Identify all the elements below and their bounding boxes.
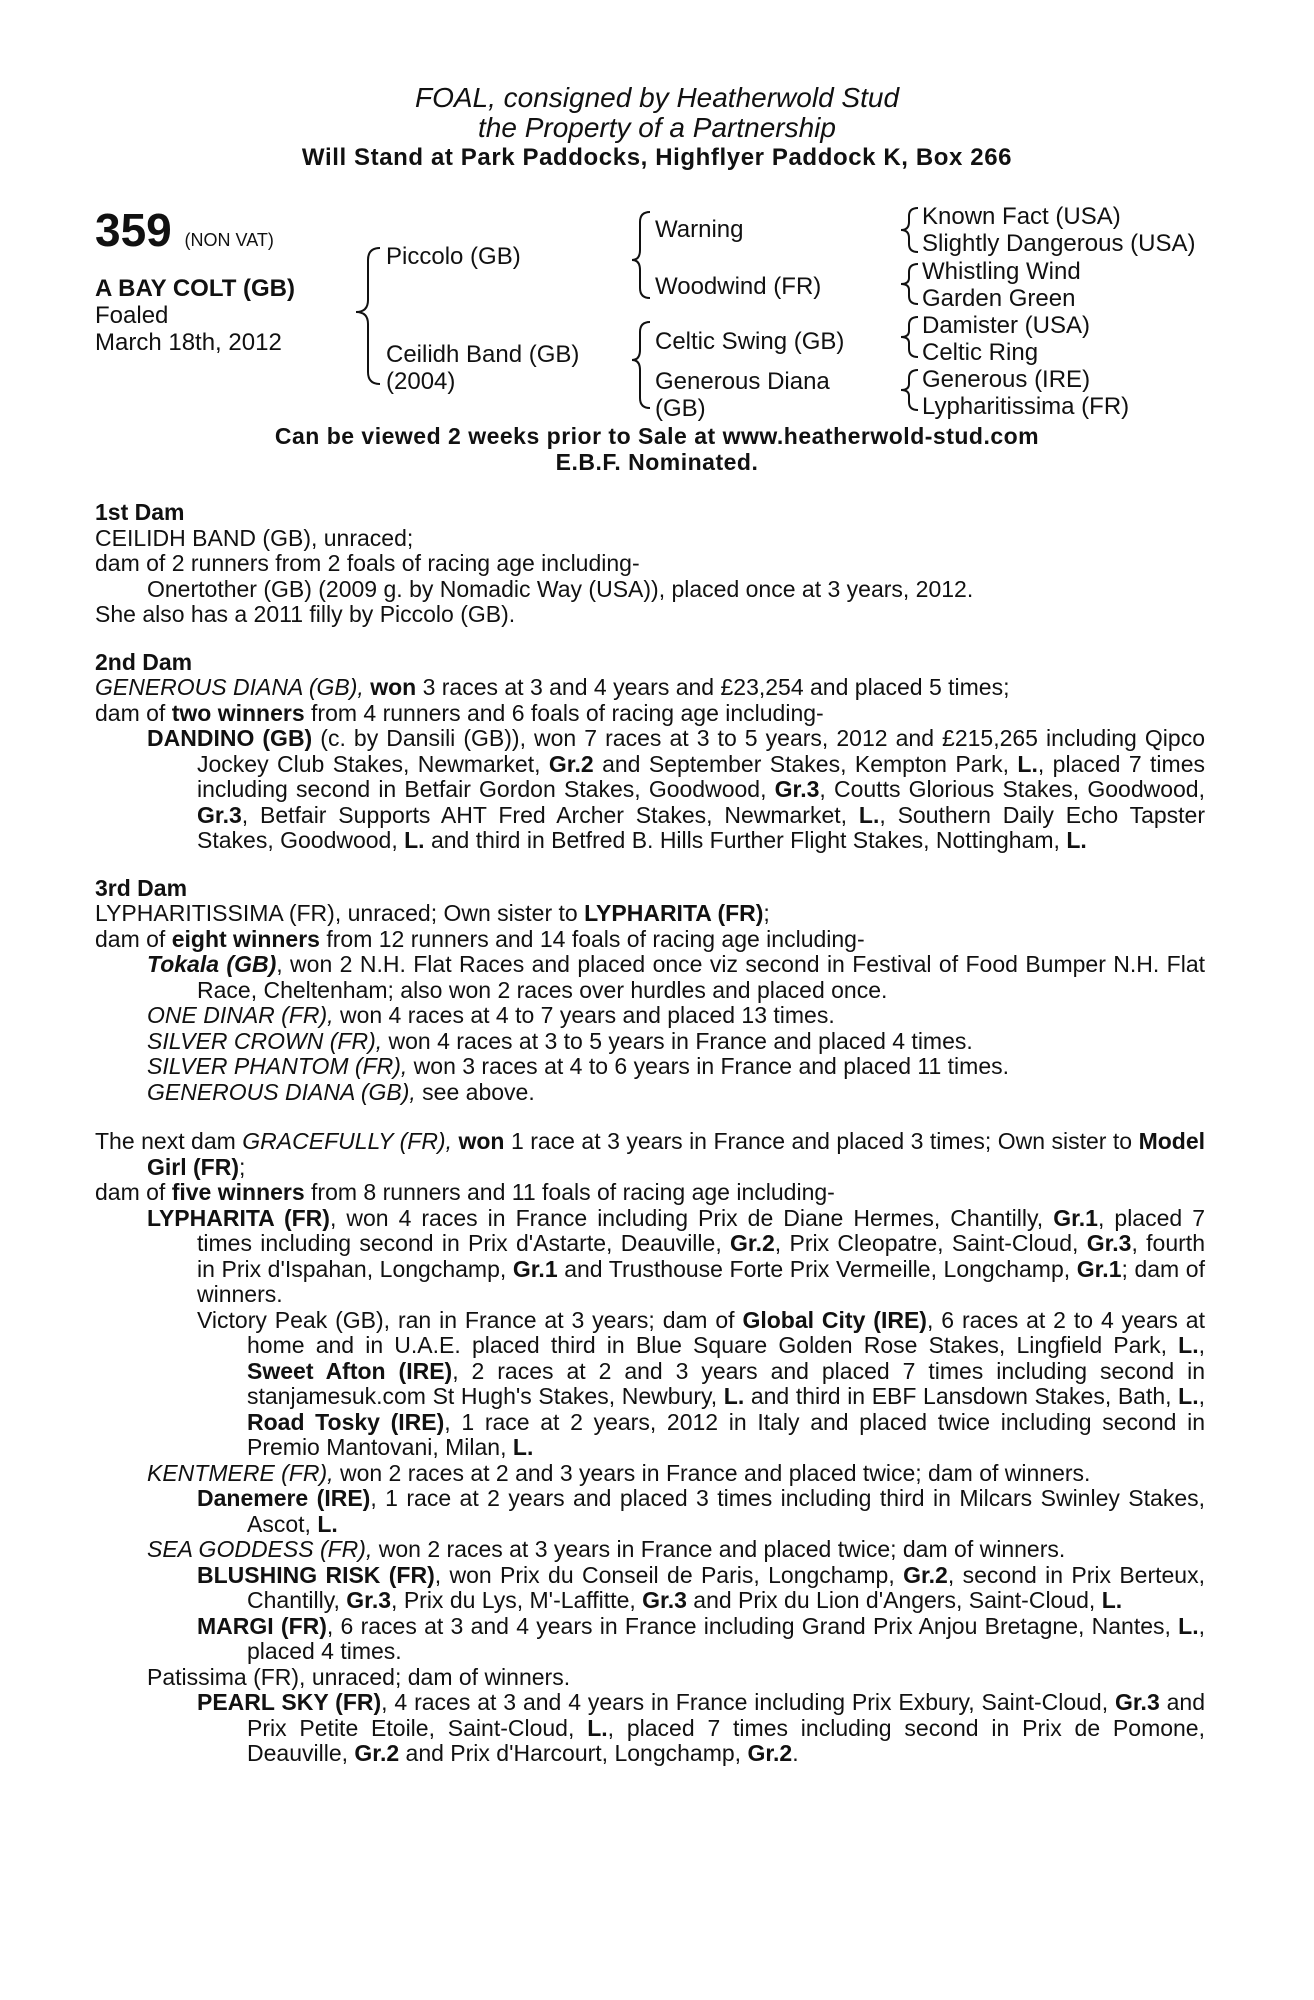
text: from 4 runners and 6 foals of racing age including- (304, 699, 824, 726)
sire-name: Piccolo (GB) (386, 243, 521, 270)
third-dam-line (95, 901, 1205, 927)
tokala-entry (95, 952, 1205, 1003)
text: dam of (95, 699, 172, 726)
grade: Gr.2 (903, 1561, 948, 1588)
text: ; (239, 1153, 246, 1180)
winners-count: two winners (171, 699, 305, 726)
second-dam-heading: 2nd Dam (95, 648, 193, 675)
first-dam-note: She also has a 2011 filly by Piccolo (GB). (95, 601, 516, 627)
listed: L. (1066, 827, 1087, 853)
text: won 2 races at 3 years in France and placed twice; dam of winners. (372, 1536, 1066, 1562)
sire-sire: Warning (655, 216, 744, 243)
ssd-name: Slightly Dangerous (USA) (922, 230, 1196, 257)
won-label: won (370, 674, 417, 700)
grade: Gr.1 (1053, 1204, 1098, 1231)
horse-name: ONE DINAR (FR), (147, 1002, 334, 1028)
text: ; dam of winners. (197, 1255, 1205, 1307)
text: , Prix du Lys, M'-Laffitte, (391, 1587, 643, 1613)
silver-crown-entry (95, 1029, 1205, 1055)
sss-name: Known Fact (USA) (922, 203, 1121, 230)
sire-dam: Woodwind (FR) (655, 273, 822, 300)
dam-name: Ceilidh Band (GB) (386, 341, 580, 368)
ddd-name: Lypharitissima (FR) (922, 393, 1130, 420)
property-line: the Property of a Partnership (478, 112, 836, 143)
second-dam-record: 3 races at 3 and 4 years and £23,254 and placed 5 times; (416, 674, 1010, 700)
text: and third in Betfred B. Hills Further Flight Stakes, Nottingham, (424, 827, 1067, 853)
horse-name: GENEROUS DIANA (GB), (147, 1078, 416, 1105)
listed: L. (858, 801, 880, 828)
listed: L. (317, 1510, 338, 1537)
grade: Gr.3 (642, 1587, 687, 1613)
text: , Coutts Glorious Stakes, Goodwood, (819, 776, 1205, 802)
horse-name: SILVER CROWN (FR), (147, 1027, 383, 1054)
sds-name: Whistling Wind (922, 258, 1081, 285)
dandino-entry (95, 726, 1205, 854)
second-dam-line (95, 675, 1205, 701)
horse-name: PEARL SKY (FR) (197, 1689, 382, 1715)
horse-name: LYPHARITA (FR) (584, 900, 764, 926)
brace-dam (632, 322, 650, 408)
text: (c. by Dansili (GB)), won 7 races at 3 to 5 years, 2012 and £215,265 including Qipco Jockey Club Stakes, Newmarket, (197, 725, 1205, 777)
next-dam-produce-summary (95, 1180, 1205, 1206)
horse-name: LYPHARITA (FR) (147, 1204, 330, 1231)
dds-name: Generous (IRE) (922, 366, 1091, 393)
lot-number-value: 359 (95, 204, 172, 256)
brace-ds (901, 317, 918, 357)
listed: L. (1178, 1383, 1199, 1409)
horse-name: Sweet Afton (IRE) (247, 1357, 453, 1384)
blushing-risk-entry (95, 1563, 1205, 1614)
text: and Prix Petite Etoile, Saint-Cloud, (247, 1689, 1206, 1741)
pearl-sky-entry (95, 1690, 1205, 1767)
text: dam of (95, 1179, 172, 1205)
listed: L. (1017, 750, 1038, 777)
listed: L. (512, 1434, 534, 1460)
text: dam of (95, 925, 172, 952)
won-label: won (458, 1128, 505, 1154)
margi-entry (95, 1614, 1205, 1665)
consignor-line: FOAL, consigned by Heatherwold Stud (414, 82, 900, 113)
first-dam-runner: Onertother (GB) (2009 g. by Nomadic Way (USA)), placed once at 3 years, 2012. (147, 575, 974, 602)
grade: Gr.2 (730, 1230, 775, 1256)
foaled-label: Foaled (95, 302, 169, 329)
horse-name: MARGI (FR) (197, 1612, 327, 1639)
horse-name: GRACEFULLY (FR), (242, 1128, 452, 1154)
dam-year: (2004) (386, 368, 456, 395)
dsd-name: Celtic Ring (922, 339, 1039, 366)
horse-name: Road Tosky (IRE) (247, 1408, 445, 1435)
listed: L. (587, 1714, 608, 1741)
ebf-note: E.B.F. Nominated. (555, 449, 759, 475)
first-dam-produce-summary: dam of 2 runners from 2 foals of racing age including- (95, 550, 640, 576)
listed: L. (1178, 1332, 1199, 1358)
grade: Gr.1 (512, 1255, 558, 1282)
text: , placed 4 times. (247, 1612, 1205, 1664)
text: won 4 races at 3 to 5 years in France and placed 4 times. (382, 1027, 973, 1054)
text: , Betfair Supports AHT Fred Archer Stakes, Newmarket, (241, 801, 859, 828)
silver-phantom-entry (95, 1054, 1205, 1080)
third-dam-produce-summary (95, 927, 1205, 953)
text: , 1 race at 2 years, 2012 in Italy and placed twice including second in Premio Mantovani, Milan, (247, 1408, 1205, 1460)
listed: L. (1178, 1612, 1199, 1639)
text: won 3 races at 4 to 6 years in France and placed 11 times. (407, 1053, 1010, 1079)
horse-name: BLUSHING RISK (FR) (197, 1561, 435, 1588)
text: , Southern Daily Echo Tapster Stakes, Goodwood, (197, 801, 1205, 853)
lypharita-entry (95, 1206, 1205, 1308)
horse-name: SEA GODDESS (FR), (147, 1536, 373, 1562)
grade: Gr.2 (354, 1740, 400, 1766)
second-dam-name: GENEROUS DIANA (GB), (95, 674, 364, 700)
grade: Gr.3 (197, 801, 242, 828)
text: ; (763, 900, 770, 926)
brace-dd (901, 370, 918, 410)
dss-name: Damister (USA) (922, 312, 1091, 339)
danemere-entry (95, 1486, 1205, 1537)
text: , 6 races at 2 to 4 years at home and in U.A.E. placed third in Blue Square Golden Rose Stakes, Lingfield Park, (247, 1306, 1205, 1358)
text: and third in EBF Lansdown Stakes, Bath, (744, 1383, 1179, 1409)
text: , second in Prix Berteux, Chantilly, (247, 1561, 1205, 1613)
text: won 2 races at 2 and 3 years in France and placed twice; dam of winners. (333, 1459, 1091, 1486)
text: , placed 7 times including second in Prix de Pomone, Deauville, (247, 1714, 1205, 1766)
text: , 6 races at 3 and 4 years in France including Grand Prix Anjou Bretagne, Nantes, (326, 1612, 1179, 1639)
winners-count: eight winners (171, 925, 320, 952)
grade: Gr.2 (548, 750, 594, 777)
brace-gen1 (356, 248, 380, 384)
foaled-date: March 18th, 2012 (95, 329, 282, 356)
sdd-name: Garden Green (922, 285, 1076, 312)
brace-sd (901, 264, 918, 304)
text: , fourth in Prix d'Ispahan, Longchamp, (197, 1230, 1205, 1282)
grade: Gr.2 (747, 1740, 793, 1766)
text: , 1 race at 2 years and placed 3 times including third in Milcars Swinley Stakes, Ascot, (247, 1485, 1206, 1537)
pedigree-body (95, 500, 1205, 1767)
brace-sire (632, 212, 650, 298)
second-dam-produce-summary (95, 701, 1205, 727)
dam-dam-line1: Generous Diana (655, 368, 830, 395)
kentmere-entry (95, 1461, 1205, 1487)
text: and Trusthouse Forte Prix Vermeille, Longchamp, (557, 1255, 1077, 1282)
first-dam-line: CEILIDH BAND (GB), unraced; (95, 524, 414, 551)
listed: L. (723, 1383, 745, 1409)
text: , 4 races at 3 and 4 years in France including Prix Exbury, Saint-Cloud, (381, 1689, 1115, 1715)
text: , placed 7 times including second in Prix d'Astarte, Deauville, (197, 1204, 1205, 1256)
text: , Prix Cleopatre, Saint-Cloud, (774, 1230, 1087, 1256)
winners-count: five winners (171, 1179, 305, 1205)
spacer (95, 1105, 1205, 1129)
text: . (792, 1740, 799, 1766)
text: 1 race at 3 years in France and placed 3 times; Own sister to (504, 1128, 1139, 1154)
grade: Gr.3 (1114, 1689, 1160, 1715)
next-dam-line (95, 1129, 1205, 1180)
horse-name: Global City (IRE) (742, 1306, 927, 1333)
horse-name: DANDINO (GB) (147, 725, 313, 751)
listed: L. (1101, 1587, 1123, 1613)
first-dam-heading: 1st Dam (95, 499, 185, 525)
text: , won 4 races in France including Prix de Diane Hermes, Chantilly, (329, 1204, 1054, 1231)
viewing-note: Can be viewed 2 weeks prior to Sale at www.heatherwold-stud.com (274, 423, 1040, 449)
text: LYPHARITISSIMA (FR), unraced; Own sister to (95, 900, 585, 926)
horse-name: KENTMERE (FR), (147, 1459, 334, 1486)
horse-name: Tokala (GB) (147, 951, 277, 977)
text: , won Prix du Conseil de Paris, Longchamp, (434, 1561, 904, 1588)
horse-name: Model Girl (FR) (147, 1128, 1206, 1180)
text: , won 2 N.H. Flat Races and placed once viz second in Festival of Food Bumper N.H. Flat Race, Cheltenham; also won 2 races over hurdles and placed once. (197, 951, 1206, 1003)
lot-title: A BAY COLT (GB) (95, 275, 296, 302)
grade: Gr.3 (774, 776, 820, 802)
text: see above. (415, 1078, 535, 1105)
text: , (1198, 1332, 1205, 1358)
one-dinar-entry (95, 1003, 1205, 1029)
patissima-entry: Patissima (FR), unraced; dam of winners. (147, 1663, 571, 1690)
text: The next dam (95, 1128, 243, 1154)
horse-name: Danemere (IRE) (197, 1485, 371, 1511)
generous-diana-entry (95, 1080, 1205, 1106)
text: , (1198, 1383, 1206, 1409)
text: from 8 runners and 11 foals of racing age including- (304, 1179, 835, 1205)
brace-ss (901, 208, 918, 252)
horse-name: SILVER PHANTOM (FR), (147, 1053, 408, 1079)
victory-peak-entry (95, 1308, 1205, 1461)
sea-goddess-entry (95, 1537, 1205, 1563)
text: from 12 runners and 14 foals of racing age including- (319, 925, 865, 952)
text: Victory Peak (GB), ran in France at 3 years; dam of (197, 1306, 743, 1333)
text: and Prix d'Harcourt, Longchamp, (399, 1740, 748, 1766)
vat-status: (NON VAT) (184, 230, 274, 250)
text: , 2 races at 2 and 3 years and placed 7 times including second in stanjamesuk.com St Hugh's Stakes, Newbury, (247, 1357, 1205, 1409)
grade: Gr.3 (1086, 1230, 1132, 1256)
grade: Gr.1 (1076, 1255, 1122, 1282)
text: , placed 7 times including second in Betfair Gordon Stakes, Goodwood, (197, 750, 1205, 802)
text: and September Stakes, Kempton Park, (593, 750, 1018, 777)
dam-sire: Celtic Swing (GB) (655, 328, 845, 355)
grade: Gr.3 (346, 1587, 392, 1613)
text: won 4 races at 4 to 7 years and placed 13 times. (333, 1002, 835, 1028)
text: and Prix du Lion d'Angers, Saint-Cloud, (686, 1587, 1102, 1613)
stand-location: Will Stand at Park Paddocks, Highflyer Paddock K, Box 266 (301, 144, 1013, 171)
dam-dam-line2: (GB) (655, 395, 706, 422)
listed: L. (404, 827, 425, 853)
third-dam-heading: 3rd Dam (95, 874, 188, 901)
